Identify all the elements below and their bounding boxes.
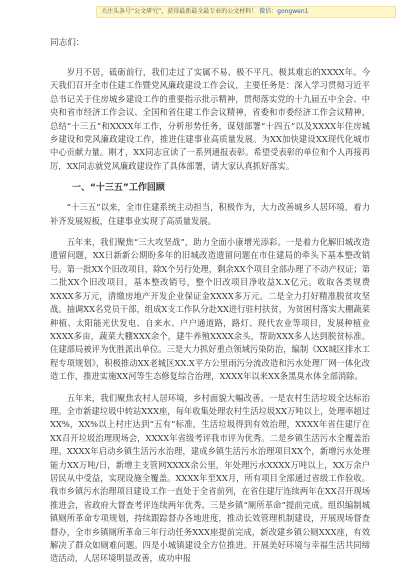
promo-banner: [96, 6, 396, 18]
banner-text: 关注头条号“公文研究”，获得最新最全最专业的公文材料！: [101, 8, 260, 15]
document-body: [50, 36, 370, 574]
intro-paragraph: 岁月不居，砥砺前行，我们走过了实属不易、极不平凡、极其难忘的XXXX年。今天我们召开全市住建工作暨党风廉政建设工作会议，主要任务是：深入学习贯彻习近平总书记关于住房城乡建设工作的重要指示批示精神，贯彻落实党的十九届五中全会、中央和省市经济工作会议、全国和省住建工作会议精神，省委和市委经济工作会议精神，总结“十三五”和XXXX年工作，分析形势任务，谋划部署“十四五”以及XXXX年住房城乡建设和党风廉政建设工作，推进住建事业高质量发展。为XX加快建设XX现代化城市中心贡献力量。刚才，XX同志宣读了一系列通报表彰。希望受表彰的单位和个人再接再厉，XX同志就党风廉政建设作了具体部署，请大家认真抓好落实。: [50, 67, 370, 171]
section-title: 一、“十三五”工作回顾: [72, 183, 165, 194]
greeting: 同志们：: [50, 38, 85, 48]
body-paragraph-2: 五年来，我们聚焦“三大攻坚战”，助力全面小康增光添彩。一是着力化解旧城改造遗留问题，XX日新新公期盼多年的旧城改造遗留问题在市住建局的牵头下基本整改销号。第一批XX个旧改项目，除X个另行处理，剩余XX个项目全部办理了不动产权证；第二批XX个旧改项目，基本整改销号，整个旧改项目净收益X.X亿元。收取各类规费XXXX多万元，清缴房地产开发企业保证金XXXX多万元。二是全力打好精准脱贫攻坚战。抽调XX名党员干部，组成X支工作队分赴XX进行驻村扶贫，为贫困村落实大棚蔬菜种植、太阳能光伏发电、自来水、户户通道路，路灯、现代农业等项目，发展种植业XXXX多亩，蔬菜大棚XXX余个，建牛养殖XXXX余头，帮助XXX多人达到脱贫标准。住建部局被评为优胜派出单位。三是大力抓好重点领域污染防治，编制《XX城区排水工程专项规划》，积极推动XX老城区XX.X平方公里雨污分流改造和污水处理厂网一体化改造工作，推进实施XX河等生态修复综合治理，XXXX年以来XX条黑臭水体全部消除。: [50, 237, 370, 382]
body-paragraph-1: “十三五”以来，全市住建系统主动担当，积极作为，大力改善城乡人居环境，着力补齐发展短板，住建事业实现了高质量发展。: [50, 202, 370, 226]
banner-wechat-link[interactable]: 微信：gongwen1: [259, 8, 309, 15]
body-paragraph-3: 五年来，我们聚焦农村人居环境，乡村面貌大幅改善。一是农村生活垃圾全达标治理。全市新建垃圾中转站XXX座，每年收集处理农村生活垃圾XX万吨以上，处理率超过XX%，XX%以上村庄达到“五有”标准，生活垃圾得到有效治理，XXXX年省住建厅在XX召开垃圾治理现场会，XXXX年省级考评我市评为优秀。二是乡镇生活污水全覆盖治理。XXXX年启动乡镇生活污水治理，建成乡镇生活污水治理项目XX个，新增污水处理能力XX万吨/日，新增主支管网XXXX余公里，年处理污水XXXX万吨以上，XX万余户居民从中受益，实现设施全覆盖。XXXX年至XX月，所有项目全部通过省级工作验收。我市乡镇污水治理项目建设工作一直处于全省前列，在省住建厅连续两年在XX召开现场推进会，省政府大督查考评连续两年优秀。三是乡镇“厕所革命”提前完成。组织编制城镇厕所革命专项规划，持续跟踪督办各地进度，推动长效管理机制建设，开展现场督查督办，全市乡镇厕所革命三年行动任务XXX座提前完成，新改建乡镇公厕XXX座，有效解决了群众如厕难问题。四是小城镇建设全方位推进。开展美好环境与幸福生活共同缔造活动，人居环境明显改善，成功申报: [50, 392, 370, 564]
